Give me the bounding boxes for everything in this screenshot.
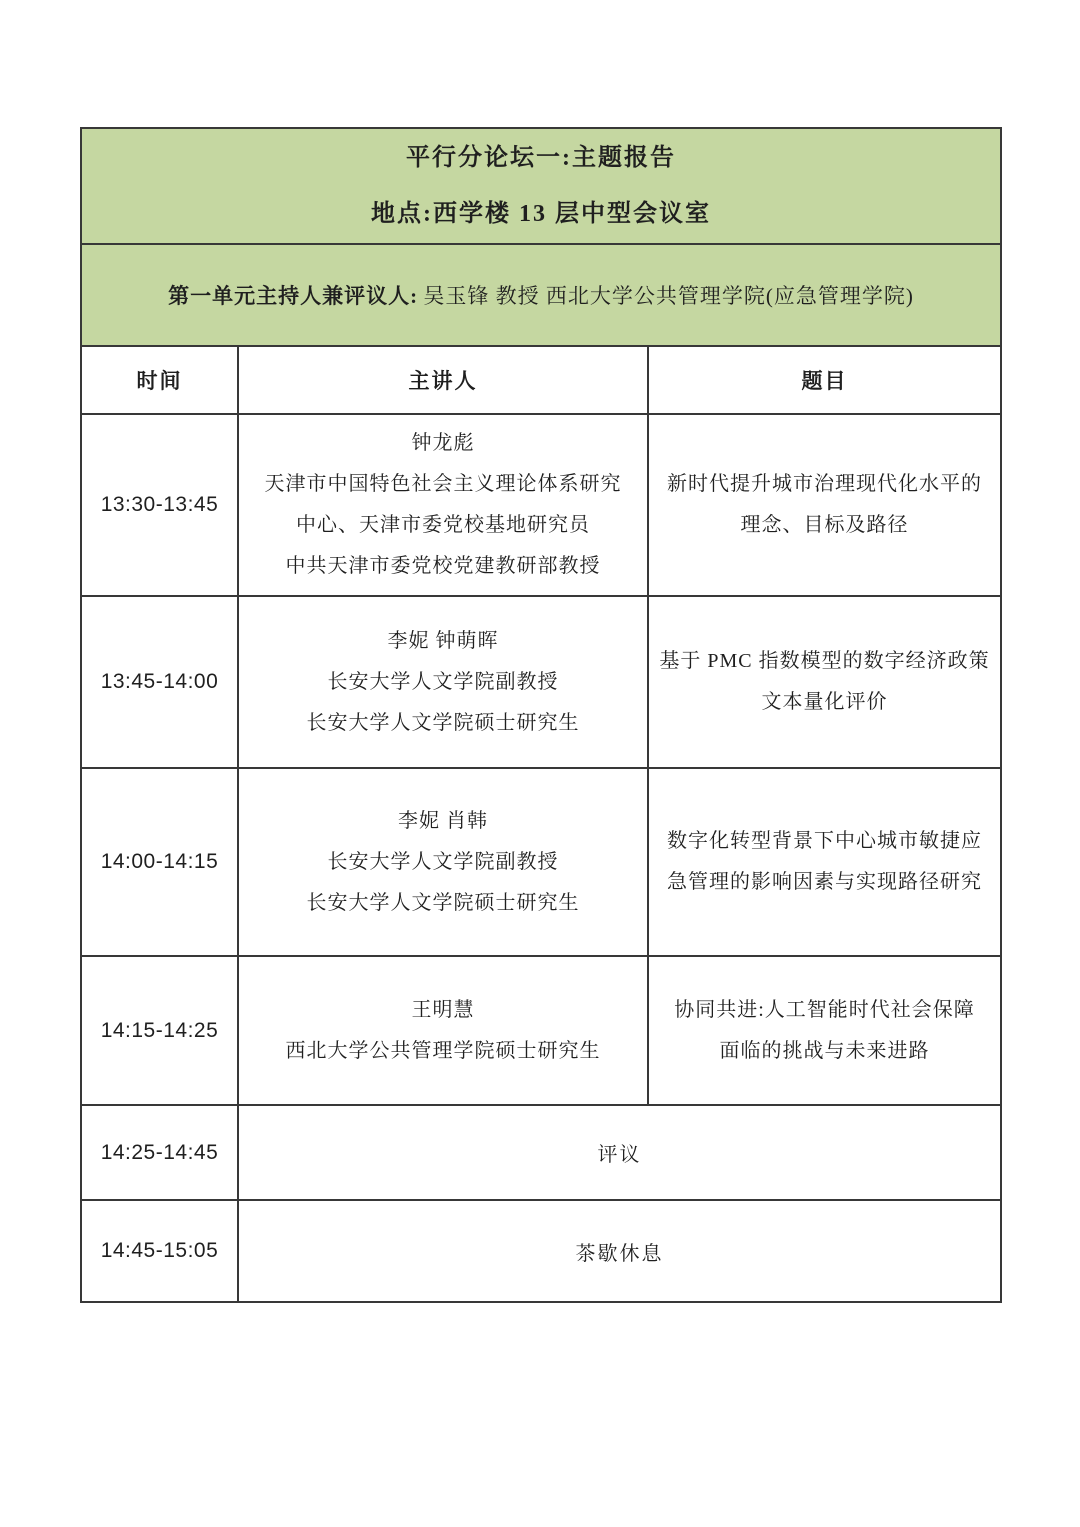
tea-break-cell [238,1200,1001,1302]
speaker-line: 长安大学人文学院副教授 [327,850,559,873]
topic-cell [648,768,1001,956]
topic-line: 新时代提升城市治理现代化水平的 [667,473,982,495]
topic-line: 文本量化评价 [761,691,888,713]
topic-cell [648,596,1001,768]
col-header-topic-cell [648,346,1001,414]
speaker-line: 中共天津市委党校党建教研部教授 [285,555,601,577]
time-cell [81,414,238,596]
review-row [81,1105,1001,1200]
moderator-label: 第一单元主持人兼评议人: [168,284,419,308]
review-cell [238,1105,1001,1200]
review-label: 评议 [597,1144,642,1166]
col-header-time-cell [81,346,238,414]
time-cell [81,1105,238,1200]
moderator-row [81,244,1001,346]
col-header-speaker: 主讲人 [408,369,478,393]
speaker-line: 王明慧 [411,998,475,1021]
moderator-cell [81,244,1001,346]
topic-line: 理念、目标及路径 [740,514,909,536]
time-cell [81,1200,238,1302]
forum-schedule-table [80,127,1002,1303]
forum-location: 地点:西学楼 13 层中型会议室 [371,201,711,227]
topic-cell [648,956,1001,1105]
tea-break-label: 茶歇休息 [575,1242,664,1265]
tea-break-row [81,1200,1001,1302]
column-header-row [81,346,1001,414]
topic-line: 基于 PMC 指数模型的数字经济政策 [659,650,990,672]
speaker-line: 长安大学人文学院副教授 [327,670,559,693]
topic-line: 协同共进:人工智能时代社会保障 [674,998,975,1021]
time-cell [81,596,238,768]
speaker-line: 李妮 肖韩 [398,809,488,832]
speaker-cell [238,768,648,956]
speaker-line: 钟龙彪 [411,432,475,454]
col-header-speaker-cell [238,346,648,414]
time-value: 14:25-14:45 [100,1140,219,1164]
session-row [81,596,1001,768]
time-value: 13:45-14:00 [100,670,219,693]
session-row [81,956,1001,1105]
speaker-line: 中心、天津市委党校基地研究员 [296,514,590,536]
session-row [81,414,1001,596]
speaker-line: 天津市中国特色社会主义理论体系研究 [264,473,622,495]
speaker-cell [238,956,648,1105]
time-value: 14:15-14:25 [100,1018,219,1042]
speaker-cell [238,414,648,596]
speaker-line: 长安大学人文学院硕士研究生 [306,711,580,734]
speaker-line: 西北大学公共管理学院硕士研究生 [285,1039,601,1062]
topic-line: 数字化转型背景下中心城市敏捷应 [667,830,982,852]
col-header-topic: 题目 [801,369,848,393]
forum-title-row [81,128,1001,244]
time-value: 14:00-14:15 [100,850,219,873]
forum-title-cell [81,128,1001,244]
col-header-time: 时间 [136,369,183,393]
session-row [81,768,1001,956]
speaker-cell [238,596,648,768]
speaker-line: 长安大学人文学院硕士研究生 [306,891,580,914]
topic-line: 面临的挑战与未来进路 [719,1039,930,1062]
topic-line: 急管理的影响因素与实现路径研究 [667,871,982,893]
time-value: 13:30-13:45 [100,493,219,516]
forum-title: 平行分论坛一:主题报告 [406,145,676,171]
speaker-line: 李妮 钟萌晖 [387,629,499,652]
time-cell [81,768,238,956]
time-cell [81,956,238,1105]
time-value: 14:45-15:05 [100,1239,219,1262]
topic-cell [648,414,1001,596]
moderator-value: 吴玉锋 教授 西北大学公共管理学院(应急管理学院) [423,284,914,308]
